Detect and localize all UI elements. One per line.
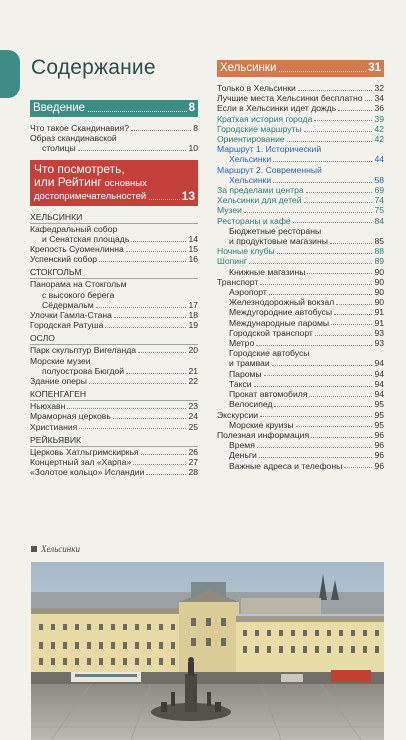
toc-entry[interactable]	[30, 133, 198, 143]
toc-entry[interactable]	[217, 175, 384, 185]
toc-entry-title: и трамваи	[229, 358, 270, 369]
toc-entry-page: 95	[374, 409, 384, 420]
toc-entry-title: Междугородние автобусы	[229, 307, 333, 318]
toc-entry[interactable]	[217, 410, 384, 420]
toc-dot-leader	[89, 383, 187, 384]
toc-entry[interactable]	[30, 401, 198, 411]
toc-entry-title: Метро	[229, 338, 255, 349]
toc-entry-page: 23	[188, 401, 198, 412]
toc-entry-title: полуострова Бюгдой	[42, 365, 125, 376]
toc-entry-title: Городские автобусы	[229, 348, 310, 359]
toc-dot-leader	[331, 324, 372, 325]
toc-entry-page: 95	[374, 399, 384, 410]
toc-dot-leader	[131, 130, 191, 131]
toc-entry[interactable]	[217, 144, 384, 154]
toc-entry-title: Аэропорт	[229, 287, 267, 298]
toc-dot-leader	[254, 386, 373, 387]
toc-section-heading: ХЕЛЬСИНКИ	[30, 209, 198, 224]
toc-entry-page: 90	[374, 297, 384, 308]
toc-entry-title: За пределами центра	[217, 185, 304, 196]
toc-entry-page: 10	[188, 143, 198, 154]
toc-entry[interactable]	[217, 399, 384, 409]
toc-entry[interactable]	[217, 440, 384, 450]
toc-entry[interactable]	[30, 320, 198, 330]
toc-dot-leader	[126, 251, 187, 252]
toc-entry-title: Ночные клубы	[217, 246, 275, 257]
toc-entry-title: Экскурсии	[217, 409, 259, 420]
toc-entry[interactable]	[217, 420, 384, 430]
toc-entry-page: 91	[374, 307, 384, 318]
toc-entry-title: Если в Хельсинки идет дождь	[217, 103, 337, 114]
toc-entry-page: 94	[374, 358, 384, 369]
toc-entry-page: 15	[188, 244, 198, 255]
toc-dot-leader	[314, 120, 372, 121]
toc-dot-leader	[336, 304, 372, 305]
toc-entry-title: Полезная информация	[217, 429, 310, 440]
toc-entry[interactable]	[30, 244, 198, 254]
toc-entry[interactable]	[217, 461, 384, 471]
toc-dot-leader	[78, 150, 187, 151]
toc-dot-leader	[272, 365, 373, 366]
toc-dot-leader	[99, 261, 186, 262]
toc-entry[interactable]	[217, 236, 384, 246]
toc-entry-page: 28	[188, 467, 198, 478]
toc-entry-title: Велосипед	[229, 399, 273, 410]
toc-entry[interactable]	[217, 83, 384, 93]
toc-entry[interactable]	[30, 290, 198, 300]
toc-dot-leader	[293, 222, 373, 223]
toc-dot-leader	[277, 253, 373, 254]
toc-dot-leader	[146, 474, 186, 475]
toc-entry-title: Международные паромы	[229, 317, 330, 328]
senate-square-illustration	[31, 562, 384, 740]
toc-entry[interactable]	[217, 93, 384, 103]
toc-section-heading: КОПЕНГАГЕН	[30, 386, 198, 401]
toc-entry[interactable]	[30, 376, 198, 386]
toc-entry[interactable]	[217, 287, 384, 297]
toc-entry-page: 8	[193, 123, 198, 133]
toc-entry-title: Такси	[229, 378, 252, 389]
photo-caption: Хельсинки	[31, 544, 80, 554]
toc-entry-page: 85	[374, 236, 384, 247]
toc-entry-title: Рестораны и кафе	[217, 215, 291, 226]
toc-entry[interactable]	[217, 134, 384, 144]
toc-entry-title: Хельсинки	[229, 174, 272, 185]
toc-entry-page: 16	[188, 254, 198, 265]
toc-dot-leader	[269, 294, 373, 295]
toc-entry[interactable]	[30, 411, 198, 421]
toc-entry-page: 96	[374, 429, 384, 440]
toc-dot-leader	[298, 90, 373, 91]
toc-entry-title: и продуктовые магазины	[229, 236, 328, 247]
toc-entry[interactable]	[217, 389, 384, 399]
toc-dot-leader	[304, 202, 373, 203]
toc-dot-leader	[365, 100, 373, 101]
toc-entry[interactable]	[30, 366, 198, 376]
toc-entry-title: Здание оперы	[30, 376, 87, 387]
toc-entry[interactable]	[30, 300, 198, 310]
toc-dot-leader	[257, 447, 373, 448]
toc-entry-title: «Золотое кольцо» Исландии	[30, 467, 145, 478]
toc-dot-leader	[264, 375, 373, 376]
toc-entry[interactable]	[30, 447, 198, 457]
toc-dot-leader	[256, 345, 372, 346]
toc-entry[interactable]	[217, 185, 384, 195]
toc-dot-leader	[304, 131, 373, 132]
toc-entry[interactable]	[30, 143, 198, 153]
toc-dot-leader	[307, 273, 372, 274]
toc-entry[interactable]	[30, 310, 198, 320]
toc-entry[interactable]	[217, 205, 384, 215]
toc-dot-leader	[133, 464, 186, 465]
toc-entry-page: 96	[374, 460, 384, 471]
toc-entry[interactable]	[30, 457, 198, 467]
toc-entry-page: 18	[188, 310, 198, 321]
toc-entry-page: 44	[374, 154, 384, 165]
helsinki-banner[interactable]	[217, 60, 384, 77]
page-title: Содержание	[31, 56, 156, 79]
toc-entry-title: Шопинг	[217, 256, 247, 267]
toc-dot-leader	[274, 406, 372, 407]
toc-entry[interactable]	[217, 307, 384, 317]
toc-entry-page: 90	[374, 266, 384, 277]
toc-entry[interactable]	[217, 430, 384, 440]
toc-entry-title: Хельсинки	[229, 154, 272, 165]
toc-entry[interactable]	[30, 467, 198, 477]
toc-entry-page: 90	[374, 287, 384, 298]
toc-entry-page: 19	[188, 320, 198, 331]
toc-entry-page: 34	[374, 93, 384, 104]
toc-entry[interactable]	[217, 216, 384, 226]
toc-entry-page: 24	[188, 411, 198, 422]
toc-right-column	[217, 60, 384, 471]
toc-entry[interactable]	[30, 123, 198, 133]
toc-dot-leader	[260, 284, 372, 285]
toc-entry-title: Церковь Хатльгримскиркья	[30, 446, 139, 457]
toc-entry-page: 75	[374, 205, 384, 216]
toc-entry-page: 91	[374, 317, 384, 328]
toc-entry-page: 96	[374, 440, 384, 451]
toc-dot-leader	[338, 110, 372, 111]
toc-entry-page: 69	[374, 185, 384, 196]
toc-entry[interactable]	[30, 224, 198, 234]
intro-banner-title: Введение	[33, 102, 86, 114]
toc-entry-title: Парк скульптур Вигеланда	[30, 345, 136, 356]
toc-dot-leader	[259, 457, 373, 458]
toc-entry-title: Морские круизы	[229, 419, 294, 430]
toc-dot-leader	[273, 182, 372, 183]
toc-entry-title: Христиания	[30, 421, 78, 432]
toc-left-column	[30, 100, 198, 477]
toc-entry-page: 39	[374, 113, 384, 124]
toc-entry[interactable]	[217, 124, 384, 134]
toc-entry[interactable]	[217, 369, 384, 379]
toc-entry-page: 32	[374, 83, 384, 93]
toc-dot-leader	[126, 373, 186, 374]
right-list	[217, 83, 384, 471]
toc-entry-page: 93	[374, 327, 384, 338]
toc-entry[interactable]	[217, 318, 384, 328]
toc-dot-leader	[138, 352, 186, 353]
toc-entry[interactable]	[217, 450, 384, 460]
toc-entry[interactable]	[30, 422, 198, 432]
toc-dot-leader	[67, 408, 186, 409]
toc-entry-title: Городская Ратуша	[30, 320, 104, 331]
toc-dot-leader	[105, 327, 186, 328]
toc-entry[interactable]	[217, 226, 384, 236]
toc-dot-leader	[273, 161, 372, 162]
toc-entry-title: Железнодорожный вокзал	[229, 297, 335, 308]
toc-entry-title: Улочки Гамла-Стана	[30, 310, 112, 321]
toc-entry-page: 58	[374, 174, 384, 185]
toc-entry-page: 26	[188, 446, 198, 457]
toc-entry-title: Городской транспорт	[229, 327, 313, 338]
toc-entry-title: с высокого берега	[42, 289, 115, 300]
toc-entry[interactable]	[217, 277, 384, 287]
toc-entry-page: 74	[374, 195, 384, 206]
toc-entry[interactable]	[217, 103, 384, 113]
toc-entry-page: 95	[374, 419, 384, 430]
toc-dot-leader	[244, 212, 372, 213]
toc-entry-title: Концертный зал «Харпа»	[30, 457, 132, 468]
toc-entry[interactable]	[217, 348, 384, 358]
see-banner-line1: Что посмотреть,	[34, 161, 125, 176]
see-banner-line3: достопримечательностей	[34, 190, 147, 202]
toc-dot-leader	[141, 454, 187, 455]
toc-entry-page: 94	[374, 378, 384, 389]
toc-entry-title: и Сенатская площадь	[42, 233, 130, 244]
toc-section-heading: СТОКГОЛЬМ	[30, 264, 198, 279]
toc-entry-page: 42	[374, 123, 384, 134]
toc-dot-leader	[311, 437, 372, 438]
toc-entry[interactable]	[30, 234, 198, 244]
toc-entry-title: Успенский собор	[30, 254, 98, 265]
toc-entry[interactable]	[217, 246, 384, 256]
toc-entry-title: Маршрут 1. Исторический	[217, 144, 322, 155]
intro-banner-page: 8	[188, 102, 195, 114]
toc-dot-leader	[306, 192, 373, 193]
toc-entry-page: 93	[374, 338, 384, 349]
toc-dot-leader	[334, 314, 372, 315]
toc-entry-title: Музеи	[217, 205, 242, 216]
helsinki-senate-square-photo	[31, 562, 384, 740]
toc-dot-leader	[330, 243, 373, 244]
toc-entry[interactable]	[217, 358, 384, 368]
toc-entry[interactable]	[30, 254, 198, 264]
see-banner[interactable]	[30, 160, 198, 206]
toc-entry-page: 21	[188, 365, 198, 376]
toc-entry[interactable]	[217, 154, 384, 164]
intro-list	[30, 123, 198, 154]
toc-dot-leader	[113, 418, 187, 419]
caption-square-icon	[31, 546, 37, 552]
toc-entry-title: Лучшие места Хельсинки бесплатно	[217, 93, 363, 104]
toc-entry[interactable]	[30, 356, 198, 366]
toc-entry-title: Время	[229, 440, 255, 451]
left-sections	[30, 209, 198, 478]
toc-entry-page: 96	[374, 450, 384, 461]
toc-entry-page: 88	[374, 246, 384, 257]
toc-entry-page: 14	[188, 233, 198, 244]
toc-entry-title: Панорама на Стокгольм	[30, 279, 127, 290]
toc-entry-title: Прокат автомобиля	[229, 389, 308, 400]
toc-entry[interactable]	[217, 267, 384, 277]
toc-entry-page: 94	[374, 368, 384, 379]
toc-entry-page: 36	[374, 103, 384, 114]
toc-entry-title: Бюджетные рестораны	[229, 225, 322, 236]
toc-entry-title: Образ скандинавской	[30, 133, 117, 144]
toc-entry[interactable]	[217, 297, 384, 307]
toc-entry-title: Деньги	[229, 450, 257, 461]
toc-section-heading: ОСЛО	[30, 330, 198, 345]
page-tab-marker	[0, 50, 20, 98]
toc-entry[interactable]	[217, 379, 384, 389]
toc-dot-leader	[260, 416, 372, 417]
toc-entry-page: 25	[188, 421, 198, 432]
toc-entry-page: 42	[374, 134, 384, 145]
toc-entry-page: 94	[374, 389, 384, 400]
toc-entry-title: Книжные магазины	[229, 266, 306, 277]
toc-entry-title: Только в Хельсинки	[217, 83, 296, 93]
toc-section-heading: РЕЙКЬЯВИК	[30, 432, 198, 447]
see-banner-line2: или Рейтинг	[34, 174, 102, 189]
toc-entry-title: Городские маршруты	[217, 123, 302, 134]
toc-entry-page: 20	[188, 345, 198, 356]
toc-dot-leader	[344, 467, 372, 468]
toc-dot-leader	[131, 241, 186, 242]
toc-dot-leader	[114, 317, 187, 318]
toc-entry[interactable]	[217, 114, 384, 124]
toc-entry-page: 90	[374, 276, 384, 287]
toc-entry-title: Ориентирование	[217, 134, 285, 145]
intro-banner[interactable]	[30, 100, 198, 117]
see-banner-line2-sub: основных	[101, 177, 147, 189]
helsinki-banner-title: Хельсинки	[220, 62, 277, 74]
toc-entry-title: Маршрут 2. Современный	[217, 164, 322, 175]
toc-entry-page: 84	[374, 215, 384, 226]
toc-entry[interactable]	[30, 345, 198, 355]
toc-entry-title: Морские музеи	[30, 355, 91, 366]
toc-entry-title: Паромы	[229, 368, 262, 379]
toc-dot-leader	[287, 141, 373, 142]
toc-entry[interactable]	[217, 256, 384, 266]
toc-entry-page: 17	[188, 299, 198, 310]
toc-entry-title: Что такое Скандинавия?	[30, 123, 129, 133]
toc-entry[interactable]	[217, 195, 384, 205]
see-banner-page: 13	[181, 188, 195, 203]
toc-entry[interactable]	[217, 328, 384, 338]
toc-dot-leader	[79, 428, 186, 429]
toc-dot-leader	[309, 396, 372, 397]
toc-entry-title: Транспорт	[217, 276, 259, 287]
toc-entry-title: Ньюхавн	[30, 401, 66, 412]
toc-dot-leader	[249, 263, 372, 264]
toc-entry[interactable]	[217, 165, 384, 175]
toc-entry-title: Хельсинки для детей	[217, 195, 302, 206]
toc-entry-title: Кафедральный собор	[30, 223, 118, 234]
toc-entry-title: Сёдермальм	[42, 299, 94, 310]
toc-entry-title: Крепость Суоменлинна	[30, 244, 124, 255]
helsinki-banner-page: 31	[368, 62, 381, 74]
toc-entry-page: 89	[374, 256, 384, 267]
toc-entry-title: Краткая история города	[217, 113, 313, 124]
toc-entry-page: 27	[188, 457, 198, 468]
toc-entry-title: Мраморная церковь	[30, 411, 111, 422]
toc-dot-leader	[96, 307, 187, 308]
toc-entry-page: 22	[188, 376, 198, 387]
toc-dot-leader	[296, 426, 373, 427]
toc-entry-title: столицы	[42, 143, 76, 154]
toc-entry-title: Важные адреса и телефоны	[229, 460, 343, 471]
toc-entry[interactable]	[217, 338, 384, 348]
toc-dot-leader	[315, 335, 373, 336]
toc-entry[interactable]	[30, 279, 198, 289]
